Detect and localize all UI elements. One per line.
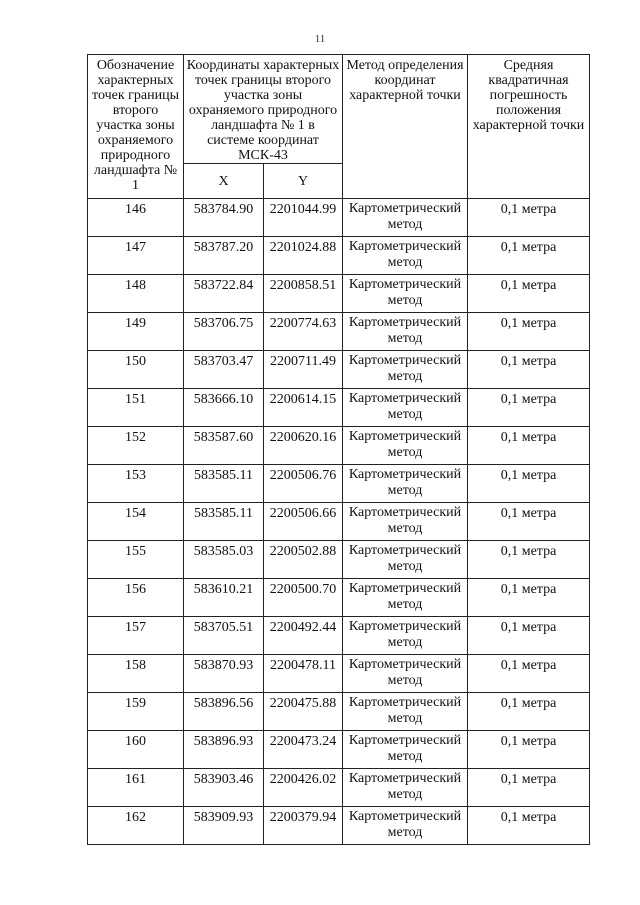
table-row [88,617,590,655]
cell-error: 0,1 метра [468,807,590,845]
header-x: X [184,164,264,199]
cell-method: Картометрический метод [343,275,468,313]
cell-point: 154 [88,503,184,541]
cell-error: 0,1 метра [468,731,590,769]
cell-error: 0,1 метра [468,769,590,807]
table-row [88,237,590,275]
header-point-designation: Обозначение характерных точек границы второго участка зоны охраняемого природного ландшафта № 1 [88,55,184,199]
cell-x: 583585.11 [184,503,264,541]
table-row [88,465,590,503]
table-row [88,199,590,237]
cell-x: 583722.84 [184,275,264,313]
cell-error: 0,1 метра [468,465,590,503]
cell-point: 160 [88,731,184,769]
cell-y: 2200506.76 [264,465,343,503]
cell-y: 2200379.94 [264,807,343,845]
cell-method: Картометрический метод [343,655,468,693]
cell-method: Картометрический метод [343,351,468,389]
table-row [88,541,590,579]
cell-x: 583587.60 [184,427,264,465]
cell-point: 161 [88,769,184,807]
header-method: Метод определения координат характерной точки [343,55,468,199]
cell-y: 2200475.88 [264,693,343,731]
cell-error: 0,1 метра [468,313,590,351]
cell-x: 583903.46 [184,769,264,807]
cell-error: 0,1 метра [468,655,590,693]
cell-y: 2200620.16 [264,427,343,465]
cell-method: Картометрический метод [343,579,468,617]
cell-x: 583585.11 [184,465,264,503]
cell-point: 159 [88,693,184,731]
cell-x: 583896.56 [184,693,264,731]
table-row [88,503,590,541]
cell-x: 583706.75 [184,313,264,351]
table-row [88,579,590,617]
cell-y: 2200492.44 [264,617,343,655]
table-row [88,427,590,465]
cell-x: 583585.03 [184,541,264,579]
cell-error: 0,1 метра [468,351,590,389]
cell-error: 0,1 метра [468,617,590,655]
page-number: 11 [314,33,326,45]
cell-y: 2200858.51 [264,275,343,313]
cell-method: Картометрический метод [343,807,468,845]
cell-method: Картометрический метод [343,199,468,237]
cell-point: 157 [88,617,184,655]
cell-y: 2200473.24 [264,731,343,769]
cell-x: 583909.93 [184,807,264,845]
cell-method: Картометрический метод [343,237,468,275]
table-body [88,199,590,845]
cell-method: Картометрический метод [343,541,468,579]
cell-point: 162 [88,807,184,845]
cell-y: 2201044.99 [264,199,343,237]
cell-point: 153 [88,465,184,503]
cell-method: Картометрический метод [343,769,468,807]
cell-method: Картометрический метод [343,465,468,503]
cell-point: 155 [88,541,184,579]
cell-x: 583870.93 [184,655,264,693]
table-row [88,693,590,731]
cell-y: 2200614.15 [264,389,343,427]
table-row [88,769,590,807]
header-error: Средняя квадратичная погрешность положения характерной точки [468,55,590,199]
table-row [88,275,590,313]
cell-y: 2200500.70 [264,579,343,617]
cell-point: 158 [88,655,184,693]
cell-error: 0,1 метра [468,579,590,617]
cell-point: 150 [88,351,184,389]
cell-y: 2200502.88 [264,541,343,579]
cell-method: Картометрический метод [343,427,468,465]
table-header [88,55,590,199]
cell-x: 583610.21 [184,579,264,617]
cell-error: 0,1 метра [468,389,590,427]
cell-error: 0,1 метра [468,541,590,579]
cell-error: 0,1 метра [468,237,590,275]
cell-point: 152 [88,427,184,465]
cell-error: 0,1 метра [468,693,590,731]
table-row [88,313,590,351]
table-row [88,807,590,845]
cell-method: Картометрический метод [343,389,468,427]
cell-y: 2200426.02 [264,769,343,807]
cell-point: 148 [88,275,184,313]
cell-method: Картометрический метод [343,617,468,655]
header-y: Y [264,164,343,199]
coordinates-table [87,54,590,845]
cell-x: 583784.90 [184,199,264,237]
cell-y: 2200506.66 [264,503,343,541]
cell-point: 151 [88,389,184,427]
table-row [88,389,590,427]
cell-error: 0,1 метра [468,275,590,313]
cell-x: 583703.47 [184,351,264,389]
cell-x: 583705.51 [184,617,264,655]
cell-point: 146 [88,199,184,237]
cell-method: Картометрический метод [343,731,468,769]
table-row [88,731,590,769]
cell-x: 583896.93 [184,731,264,769]
cell-point: 147 [88,237,184,275]
table-row [88,655,590,693]
cell-y: 2200774.63 [264,313,343,351]
table-row [88,351,590,389]
cell-error: 0,1 метра [468,427,590,465]
cell-y: 2200711.49 [264,351,343,389]
cell-method: Картометрический метод [343,503,468,541]
cell-method: Картометрический метод [343,693,468,731]
cell-error: 0,1 метра [468,199,590,237]
cell-error: 0,1 метра [468,503,590,541]
cell-y: 2200478.11 [264,655,343,693]
header-coordinates: Координаты характерных точек границы второго участка зоны охраняемого природного ландшафта № 1 в системе координат МСК-43 [184,55,343,164]
cell-y: 2201024.88 [264,237,343,275]
cell-method: Картометрический метод [343,313,468,351]
cell-point: 156 [88,579,184,617]
cell-x: 583787.20 [184,237,264,275]
cell-point: 149 [88,313,184,351]
cell-x: 583666.10 [184,389,264,427]
